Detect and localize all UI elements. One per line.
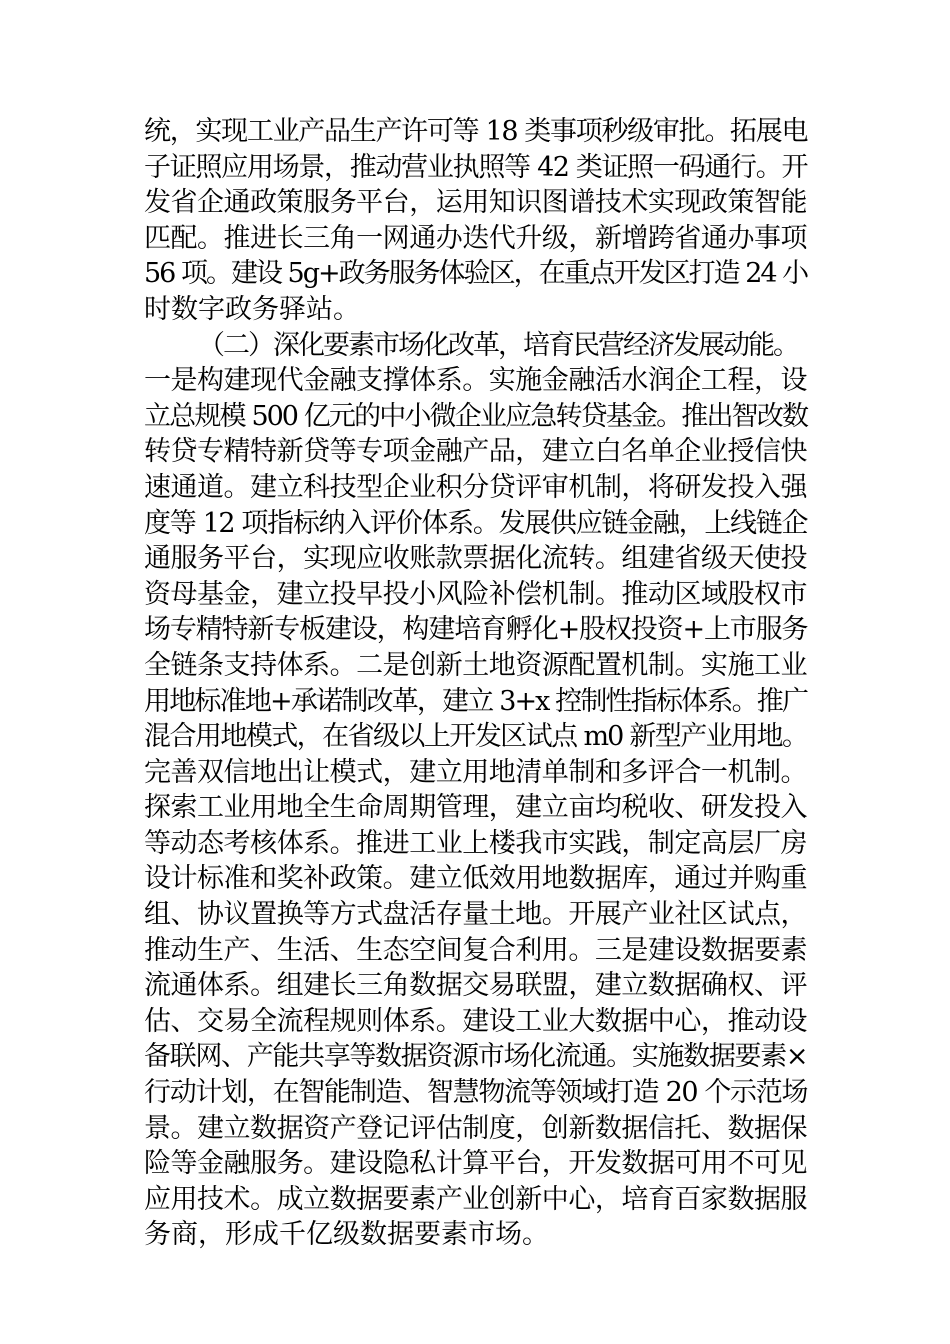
text-line: 时数字政务驿站。 [144,293,360,325]
text-line: 全链条支持体系。二是创新土地资源配置机制。实施工业 [144,649,807,681]
text-line: 应用技术。成立数据要素产业创新中心，培育百家数据服 [144,1183,807,1215]
text-line: 险等金融服务。建设隐私计算平台，开发数据可用不可见 [144,1148,807,1180]
text-line: 设计标准和奖补政策。建立低效用地数据库，通过并购重 [144,863,807,895]
text-line: 匹配。推进长三角一网通办迭代升级，新增跨省通办事项 [144,222,807,254]
text-line: 场专精特新专板建设，构建培育孵化+股权投资+上市服务 [144,614,807,646]
text-line: 完善双信地出让模式，建立用地清单制和多评合一机制。 [144,756,807,788]
text-line: 用地标准地+承诺制改革，建立 3+x 控制性指标体系。推广 [144,685,807,717]
text-line: 立总规模 500 亿元的中小微企业应急转贷基金。推出智改数 [144,400,807,432]
text-line: 度等 12 项指标纳入评价体系。发展供应链金融，上线链企 [144,507,807,539]
text-line: 推动生产、生活、生态空间复合利用。三是建设数据要素 [144,934,807,966]
text-line: 探索工业用地全生命周期管理，建立亩均税收、研发投入 [144,792,807,824]
text-line: 速通道。建立科技型企业积分贷评审机制，将研发投入强 [144,471,807,503]
text-line: 务商，形成千亿级数据要素市场。 [144,1219,549,1251]
text-line: 一是构建现代金融支撑体系。实施金融活水润企工程，设 [144,365,807,397]
text-line: 组、协议置换等方式盘活存量土地。开展产业社区试点， [144,899,807,931]
body-text [144,114,807,1253]
text-line: 流通体系。组建长三角数据交易联盟，建立数据确权、评 [144,970,807,1002]
text-line: 行动计划，在智能制造、智慧物流等领域打造 20 个示范场 [144,1077,807,1109]
text-line: 等动态考核体系。推进工业上楼我市实践，制定高层厂房 [144,827,807,859]
text-line: 通服务平台，实现应收账款票据化流转。组建省级天使投 [144,543,807,575]
text-line: 56 项。建设 5g+政务服务体验区，在重点开发区打造 24 小 [144,258,808,290]
text-line: 统，实现工业产品生产许可等 18 类事项秒级审批。拓展电 [144,116,807,147]
text-line: 子证照应用场景，推动营业执照等 42 类证照一码通行。开 [144,151,807,183]
text-line: 估、交易全流程规则体系。建设工业大数据中心，推动设 [144,1005,807,1037]
section-heading: （二）深化要素市场化改革，培育民营经济发展动能。 [198,329,798,361]
text-line: 资母基金，建立投早投小风险补偿机制。推动区域股权市 [144,578,807,610]
text-line: 景。建立数据资产登记评估制度，创新数据信托、数据保 [144,1112,807,1144]
text-line: 混合用地模式，在省级以上开发区试点 m0 新型产业用地。 [144,721,807,753]
text-line: 发省企通政策服务平台，运用知识图谱技术实现政策智能 [144,187,807,219]
text-line: 转贷专精特新贷等专项金融产品，建立白名单企业授信快 [144,436,807,468]
text-line: 备联网、产能共享等数据资源市场化流通。实施数据要素× [144,1041,807,1073]
